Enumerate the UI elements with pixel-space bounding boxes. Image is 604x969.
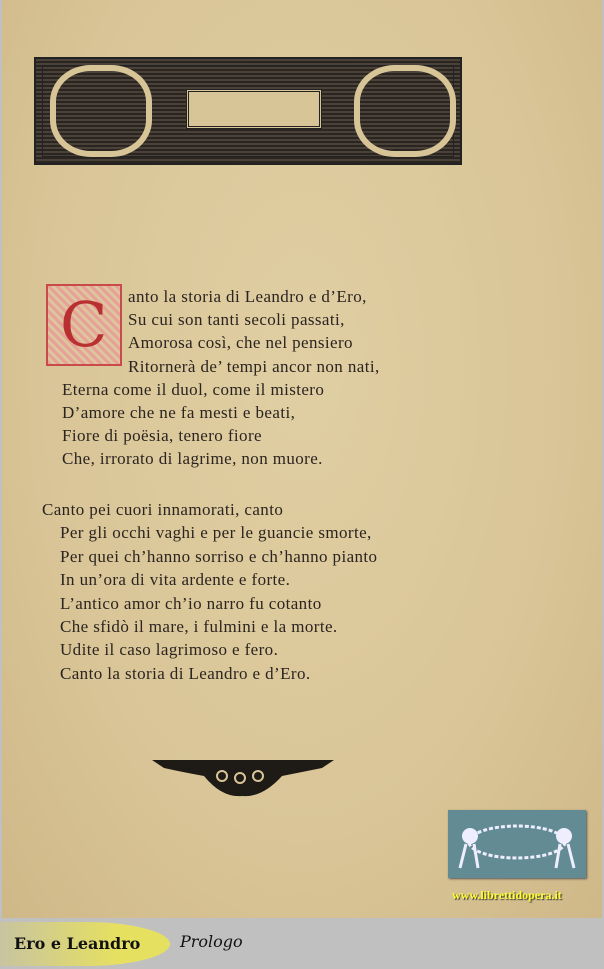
site-logo[interactable] <box>448 810 586 878</box>
verse-line: Che, irrorato di lagrime, non muore. <box>62 449 323 469</box>
verse-line: Su cui son tanti secoli passati, <box>128 310 345 330</box>
verse-line: Canto pei cuori innamorati, canto <box>42 500 284 519</box>
verse-line: D’amore che ne fa mesti e beati, <box>62 403 296 422</box>
opera-title-tab[interactable]: Ero e Leandro <box>0 922 170 966</box>
verse-line: anto la storia di Leandro e d’Ero, <box>128 287 367 306</box>
verse-line: Udite il caso lagrimoso e fero. <box>60 640 279 660</box>
site-link[interactable]: www.librettidopera.it <box>452 888 562 902</box>
verse-line: Canto la storia di Leandro e d’Ero. <box>60 663 311 683</box>
verse-line: Eterna come il duol, come il mistero <box>62 379 325 399</box>
section-label: Prologo <box>180 932 243 951</box>
verse-line: Amorosa così, che nel pensiero <box>128 333 353 353</box>
bottom-bar <box>0 918 604 969</box>
ornamental-tailpiece <box>152 758 334 798</box>
verse-line: Che sfidò il mare, i fulmini e la morte. <box>60 617 338 636</box>
verse-line: Fiore di poësia, tenero fiore <box>62 426 262 446</box>
verse-line: L’antico amor ch’io narro fu cotanto <box>60 593 322 613</box>
cherubs-wreath-icon <box>448 810 586 878</box>
verse-line: Per gli occhi vaghi e per le guancie smorte, <box>60 523 372 543</box>
drop-cap: C <box>46 284 122 366</box>
verse-line: Ritornerà de’ tempi ancor non nati, <box>128 356 380 376</box>
verse-line: In un’ora di vita ardente e forte. <box>60 570 291 590</box>
verse-line: Per quei ch’hanno sorriso e ch’hanno pianto <box>60 546 378 566</box>
libretto-page <box>2 0 602 918</box>
ornamental-headpiece <box>34 57 462 165</box>
